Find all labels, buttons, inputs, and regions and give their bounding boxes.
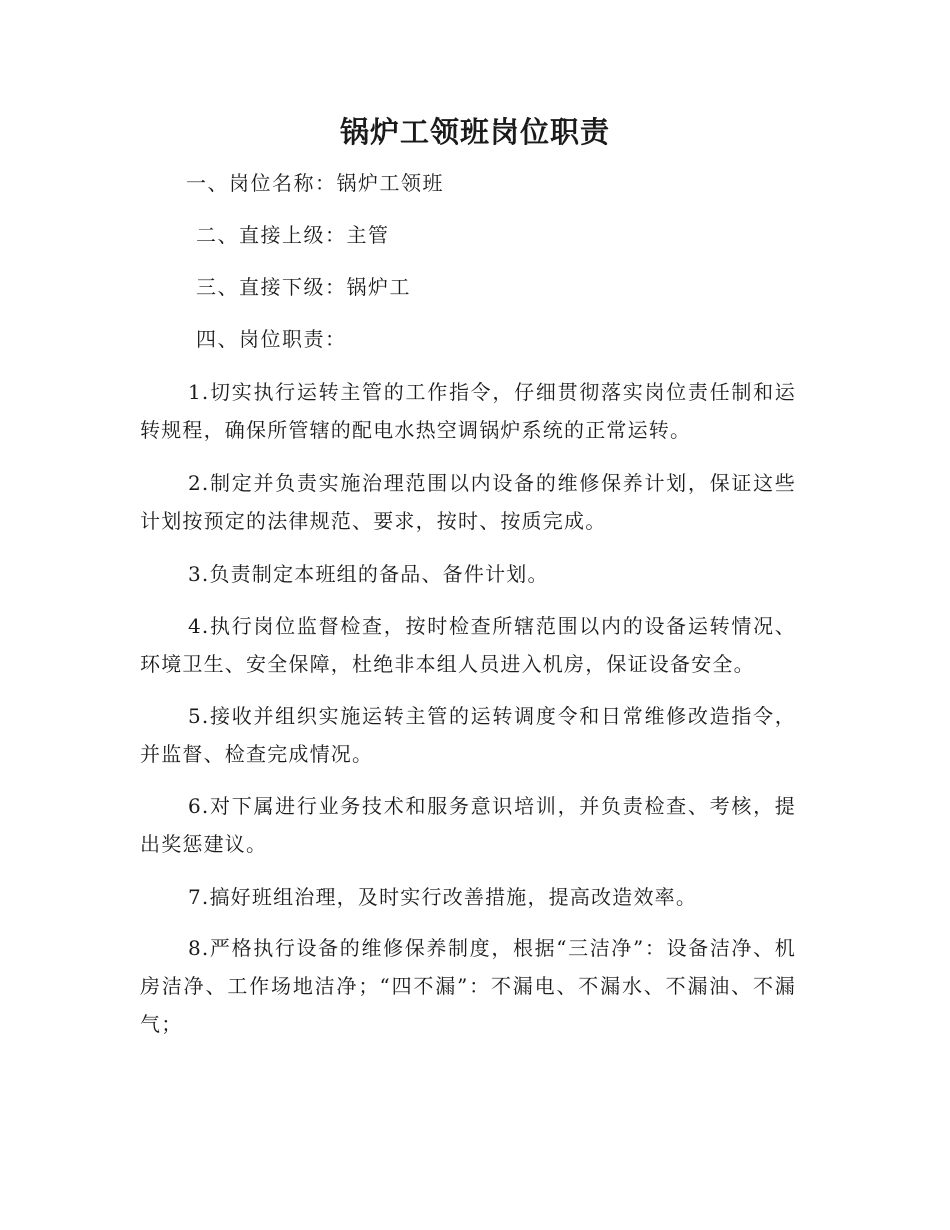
direct-superior-line: 二、直接上级：主管 — [196, 223, 390, 247]
direct-subordinate-line: 三、直接下级：锅炉工 — [196, 275, 411, 299]
document-title: 锅炉工领班岗位职责 — [339, 115, 610, 149]
position-name-line: 一、岗位名称：锅炉工领班 — [186, 171, 444, 195]
duty-item-1: 1.切实执行运转主管的工作指令，仔细贯彻落实岗位责任制和运转规程，确保所管辖的配电水热空调锅炉系统的正常运转。 — [140, 380, 796, 442]
duty-item-8: 8.严格执行设备的维修保养制度，根据“三洁净”：设备洁净、机房洁净、工作场地洁净；“四不漏”：不漏电、不漏水、不漏油、不漏气； — [140, 936, 796, 1036]
duty-item-5: 5.接收并组织实施运转主管的运转调度令和日常维修改造指令，并监督、检查完成情况。 — [140, 704, 796, 766]
duties-heading-line: 四、岗位职责： — [196, 327, 347, 351]
duty-item-3: 3.负责制定本班组的备品、备件计划。 — [188, 562, 549, 586]
duty-item-7: 7.搞好班组治理，及时实行改善措施，提高改造效率。 — [188, 885, 698, 909]
duty-item-6: 6.对下属进行业务技术和服务意识培训，并负责检查、考核，提出奖惩建议。 — [140, 794, 796, 856]
duty-item-2: 2.制定并负责实施治理范围以内设备的维修保养计划，保证这些计划按预定的法律规范、要求，按时、按质完成。 — [140, 471, 796, 533]
duty-item-4: 4.执行岗位监督检查，按时检查所辖范围以内的设备运转情况、环境卫生、安全保障，杜绝非本组人员进入机房，保证设备安全。 — [140, 614, 796, 676]
